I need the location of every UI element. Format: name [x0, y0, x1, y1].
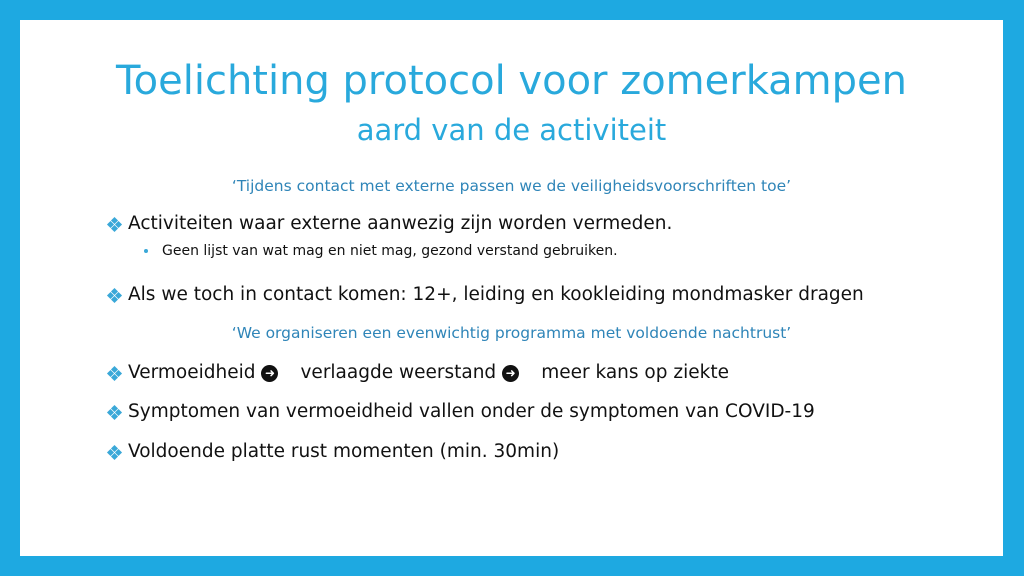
quote-program: ‘We organiseren een evenwichtig programma met voldoende nachtrust’	[231, 324, 792, 342]
bullet-fatigue	[108, 361, 729, 385]
bullet-text-part3: meer kans op ziekte	[541, 362, 729, 383]
bullet-text: Activiteiten waar externe aanwezig zijn worden vermeden.	[128, 213, 673, 234]
four-diamond-bullet-icon	[108, 367, 121, 380]
bullet-symptoms	[108, 400, 815, 424]
four-diamond-bullet-icon	[108, 218, 121, 231]
bullet-mask	[108, 283, 864, 307]
bullet-text-part1: Vermoeidheid	[128, 362, 256, 383]
dot-bullet-icon	[144, 249, 148, 253]
slide	[20, 20, 1003, 556]
quote-contact: ‘Tijdens contact met externe passen we de veiligheidsvoorschriften toe’	[231, 177, 792, 195]
four-diamond-bullet-icon	[108, 406, 121, 419]
bullet-text: Als we toch in contact komen: 12+, leiding en kookleiding mondmasker dragen	[128, 284, 864, 305]
sub-bullet-common-sense	[144, 241, 618, 261]
bullet-text-part2: verlaagde weerstand	[300, 362, 497, 383]
right-arrow-circle-icon: ➜	[261, 365, 278, 382]
bullet-rest	[108, 440, 559, 464]
sub-bullet-text: Geen lijst van wat mag en niet mag, gezond verstand gebruiken.	[162, 243, 618, 259]
right-arrow-circle-icon: ➜	[502, 365, 519, 382]
four-diamond-bullet-icon	[108, 289, 121, 302]
slide-title: Toelichting protocol voor zomerkampen	[116, 58, 907, 104]
four-diamond-bullet-icon	[108, 446, 121, 459]
bullet-text: Symptomen van vermoeidheid vallen onder de symptomen van COVID-19	[128, 401, 815, 422]
bullet-activities	[108, 212, 672, 236]
slide-subtitle: aard van de activiteit	[356, 113, 667, 147]
bullet-text: Voldoende platte rust momenten (min. 30min)	[128, 441, 560, 462]
